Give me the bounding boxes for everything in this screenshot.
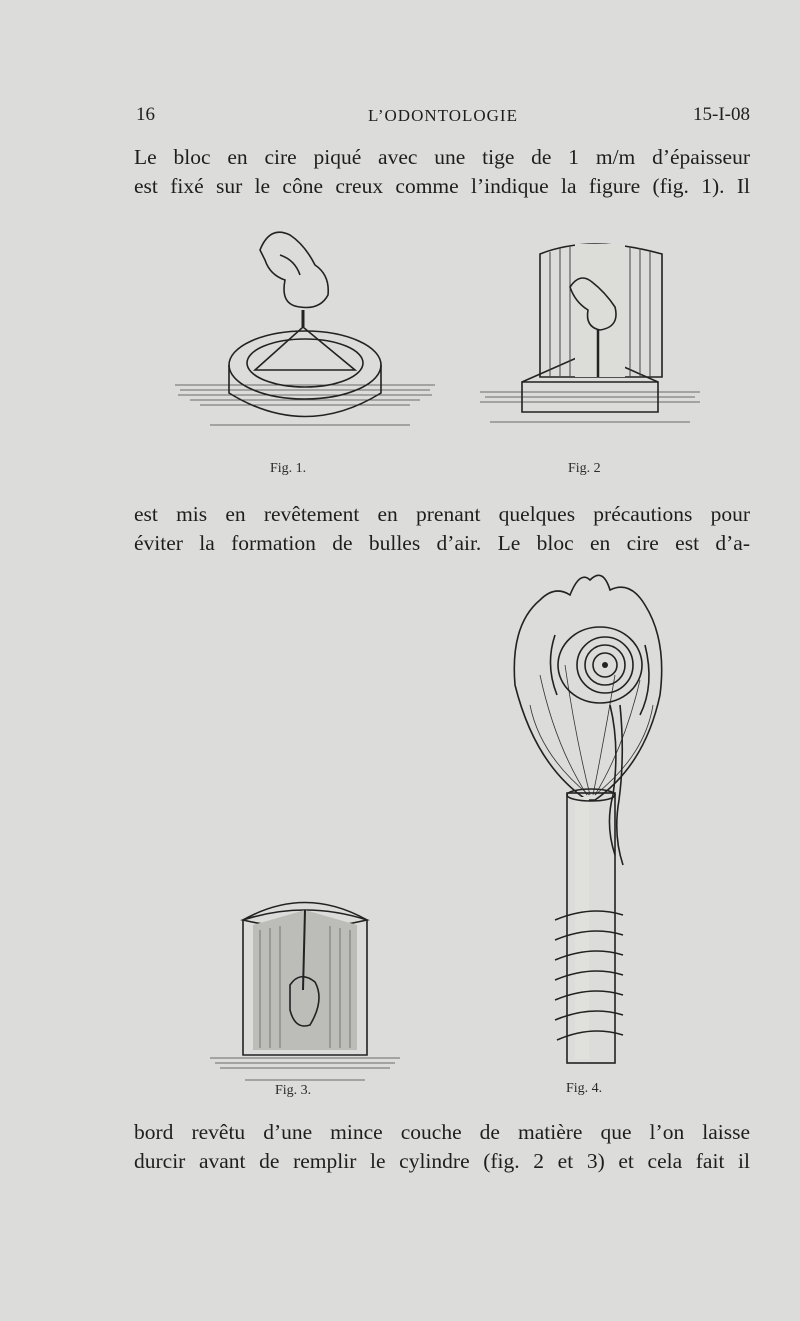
figure-4-caption: Fig. 4. bbox=[566, 1081, 603, 1096]
figure-3-illustration bbox=[205, 890, 405, 1085]
text-line: bord revêtu d’une mince couche de matière que l’on laisse bbox=[134, 1120, 750, 1144]
figure-4-illustration bbox=[495, 565, 680, 1070]
text-line: est fixé sur le cône creux comme l’indique la figure (fig. 1). Il bbox=[134, 174, 750, 198]
text-line: durcir avant de remplir le cylindre (fig. 2 et 3) et cela fait il bbox=[134, 1149, 750, 1173]
paragraph-1 bbox=[134, 143, 750, 201]
figure-3-caption: Fig. 3. bbox=[275, 1083, 312, 1098]
running-header bbox=[136, 104, 750, 134]
text-line: Le bloc en cire piqué avec une tige de 1 m/m d’épaisseur bbox=[134, 145, 750, 169]
issue-date: 15-I-08 bbox=[693, 104, 750, 125]
figure-1-illustration bbox=[170, 215, 440, 445]
figure-1-caption: Fig. 1. bbox=[270, 461, 307, 476]
page-number: 16 bbox=[136, 104, 155, 125]
paragraph-2 bbox=[134, 500, 750, 558]
text-line: éviter la formation de bulles d’air. Le bloc en cire est d’a- bbox=[134, 531, 750, 555]
figure-2-illustration bbox=[480, 232, 700, 447]
paragraph-3 bbox=[134, 1118, 750, 1176]
journal-title: L’ODONTOLOGIE bbox=[368, 106, 518, 125]
text-line: est mis en revêtement en prenant quelques précautions pour bbox=[134, 502, 750, 526]
figure-2-caption: Fig. 2 bbox=[568, 461, 601, 476]
